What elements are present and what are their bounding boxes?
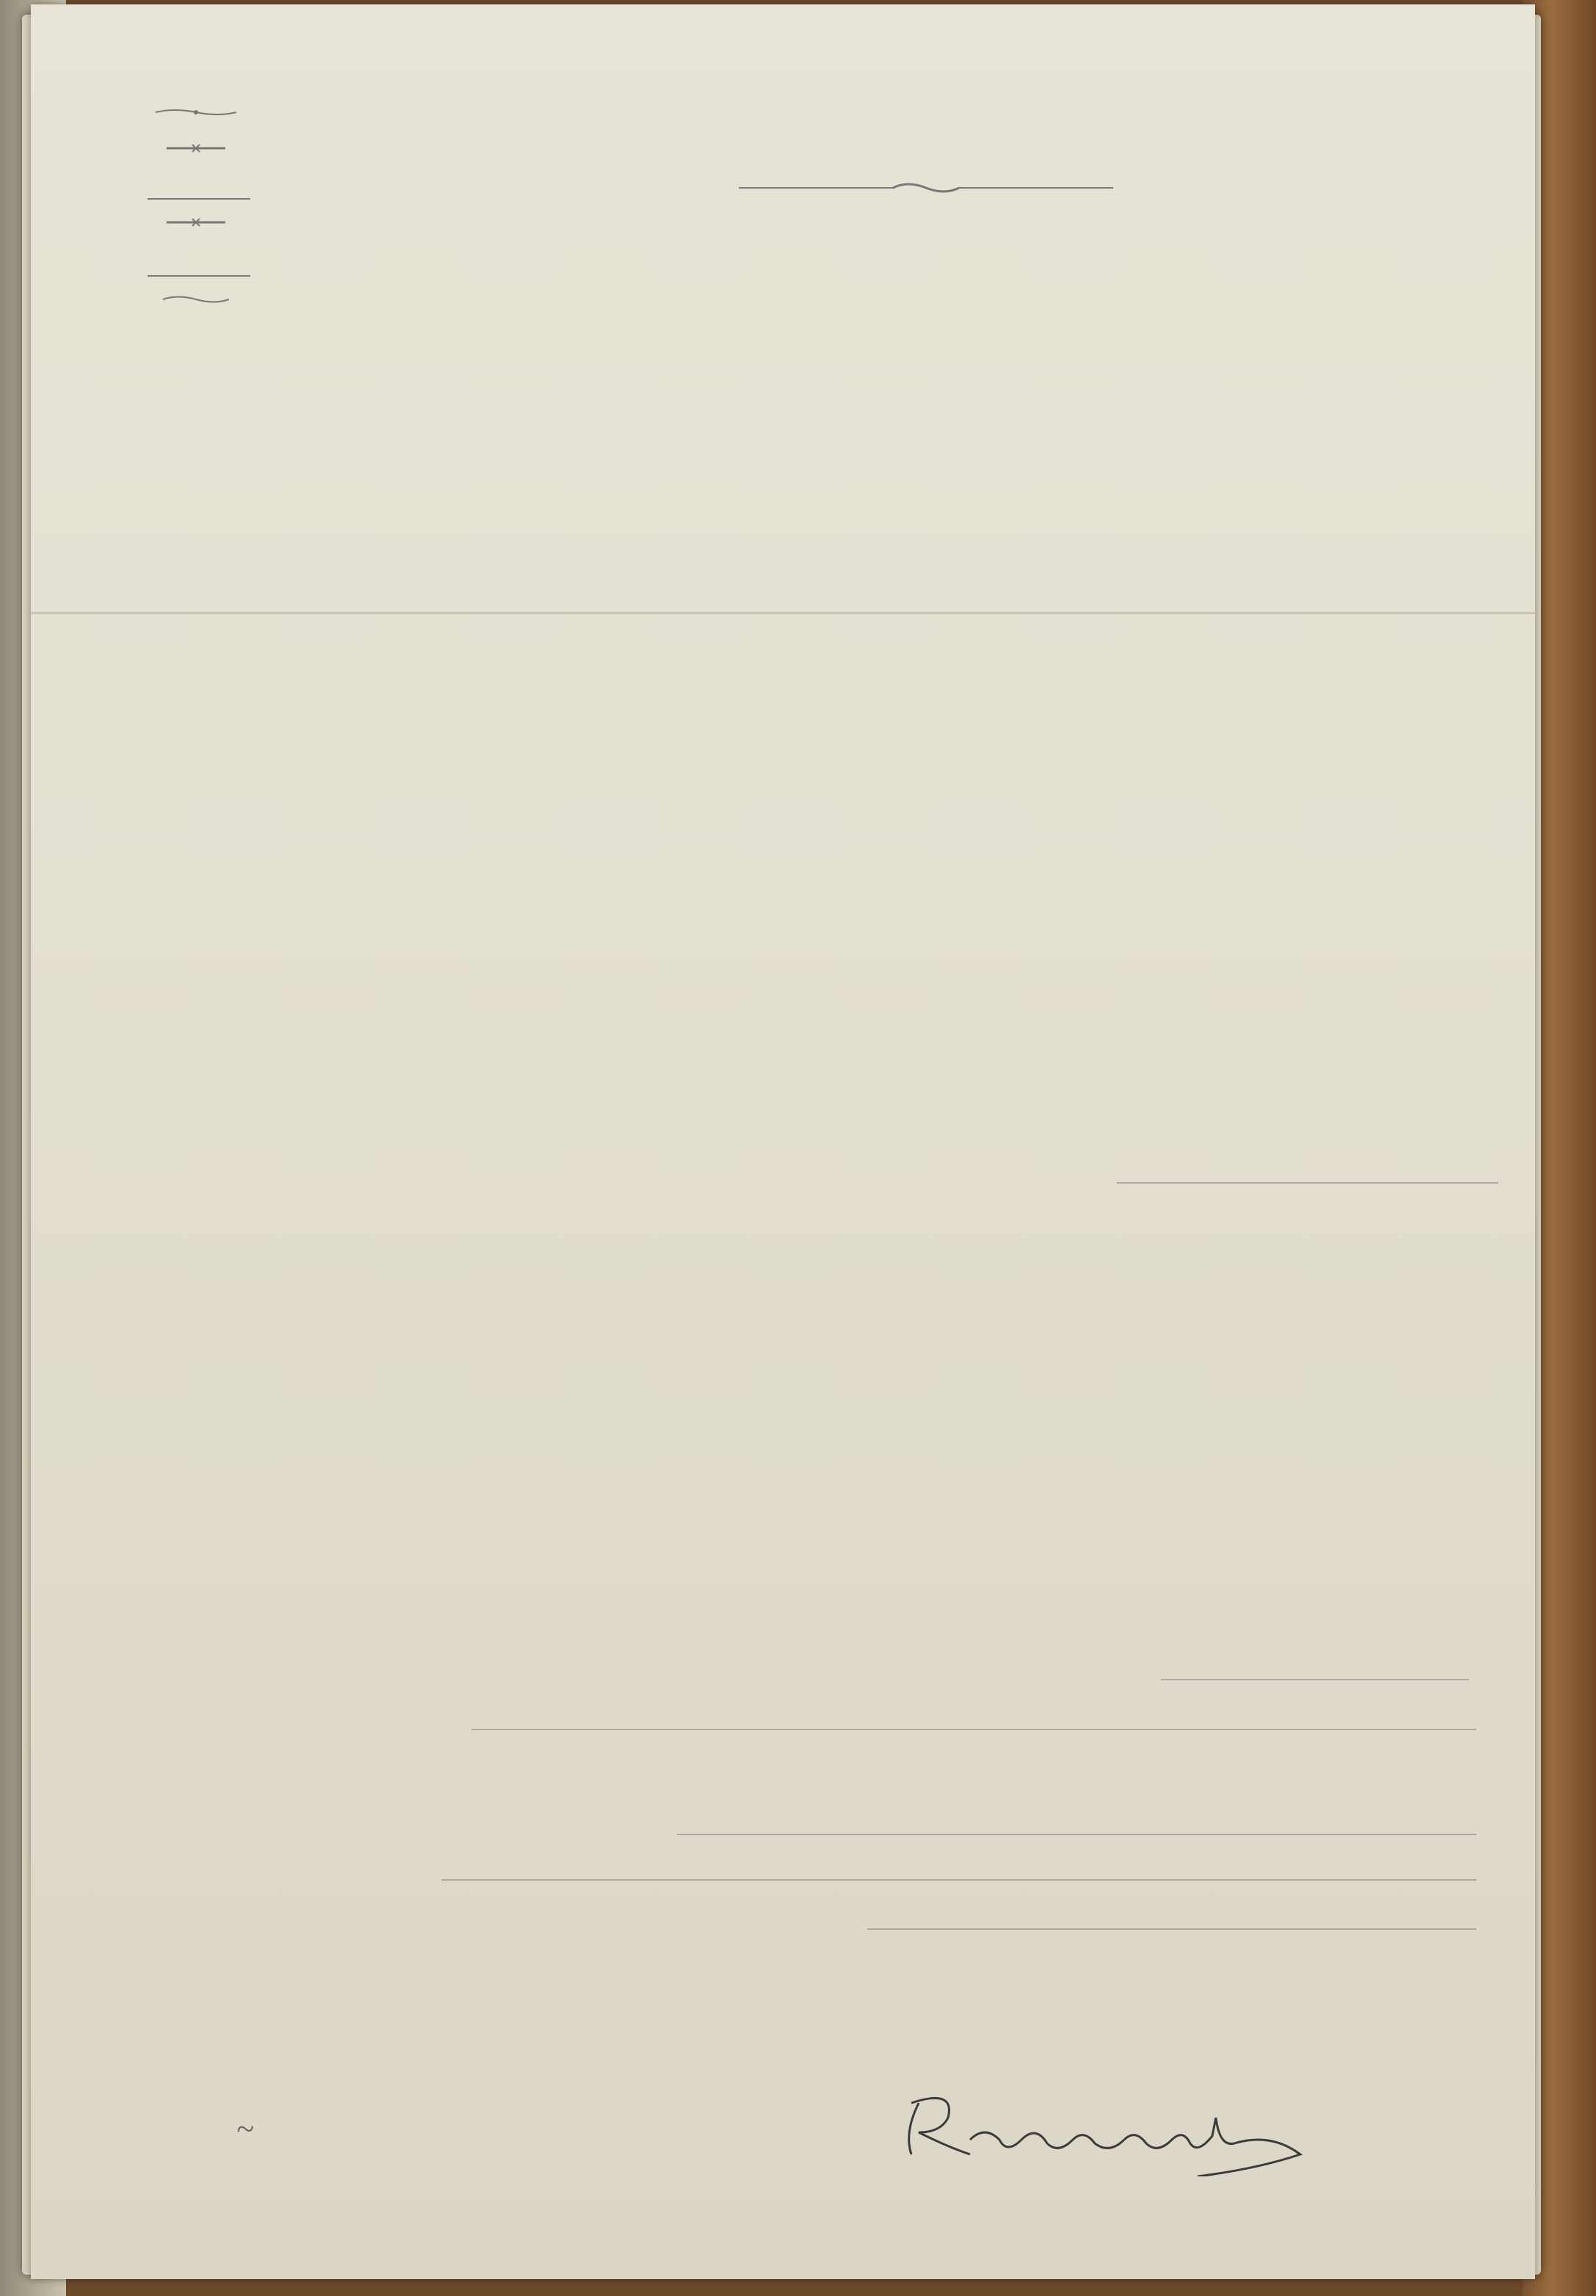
offense-underline xyxy=(1117,1182,1498,1184)
flourish-ornament xyxy=(152,107,240,117)
warrant-underline xyxy=(867,1928,1476,1930)
cabinet-number-blank xyxy=(147,253,250,277)
flourish-ornament xyxy=(152,294,240,305)
left-header xyxy=(75,100,317,316)
signature xyxy=(889,2074,1330,2176)
fold-line xyxy=(31,612,1535,614)
parquet-number-line xyxy=(75,176,317,200)
document-page xyxy=(31,4,1535,2279)
blank-line xyxy=(442,1879,1476,1881)
flourish-ornament xyxy=(152,217,240,227)
flourish-ornament xyxy=(152,143,240,153)
request-underline xyxy=(677,1834,1476,1835)
title-flourish xyxy=(735,179,1117,194)
legal-underline-1 xyxy=(1161,1679,1469,1680)
parquet-number-value xyxy=(147,176,250,200)
legal-underline-2 xyxy=(471,1729,1476,1730)
cabinet-number-line xyxy=(75,253,317,277)
pencil-mark: ~ xyxy=(236,2111,254,2147)
